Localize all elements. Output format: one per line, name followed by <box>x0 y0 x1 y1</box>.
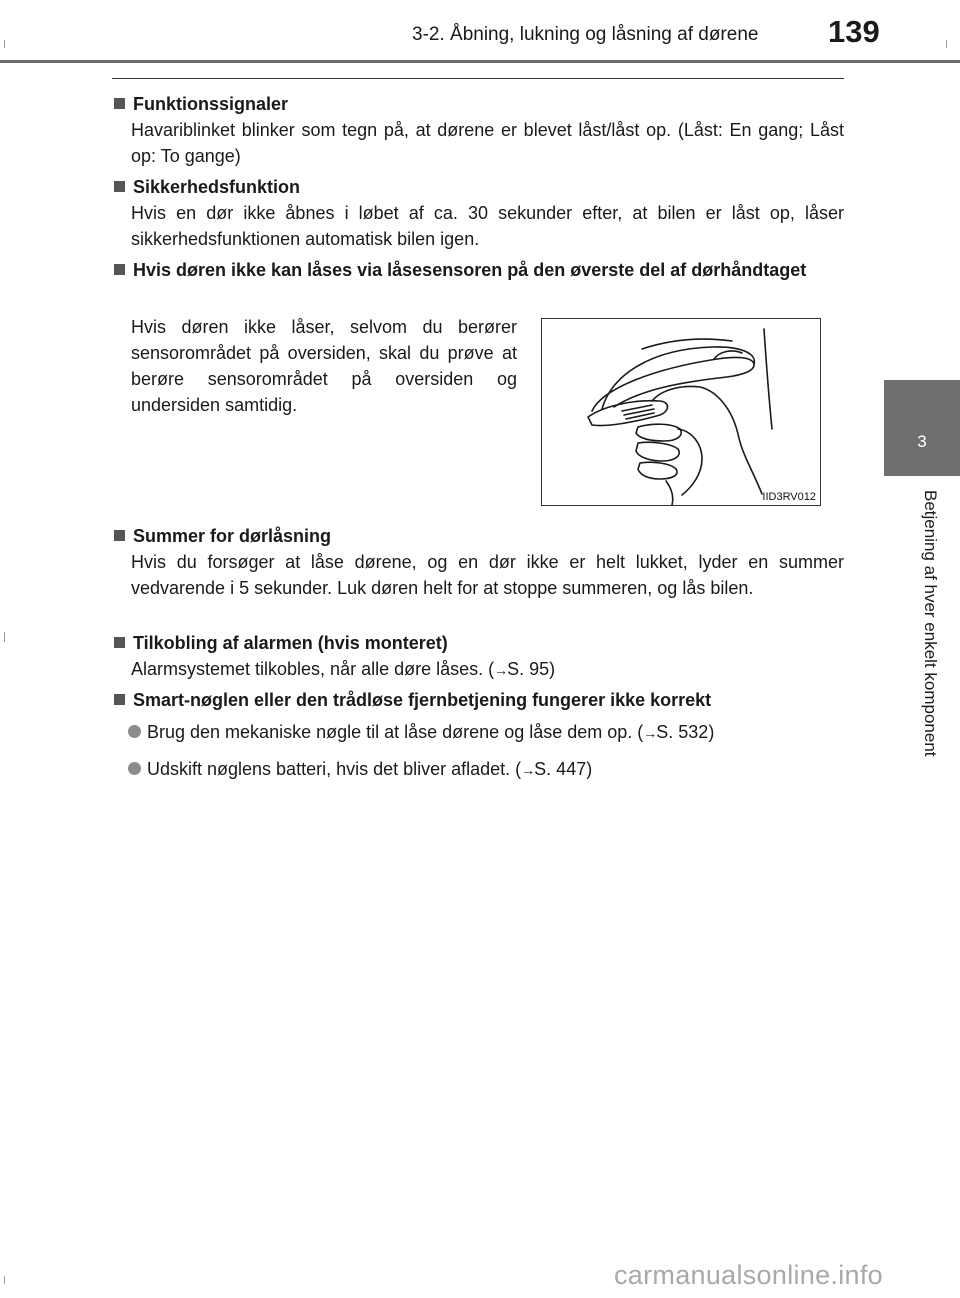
section-body: Havariblinket blinker som tegn på, at dørene er blevet låst/låst op. (Låst: En gang; Låst op: To gange) <box>131 120 844 166</box>
section-heading <box>112 523 844 549</box>
crop-mark <box>4 632 5 642</box>
body-text: ) <box>708 722 715 742</box>
content-top-rule <box>112 78 844 79</box>
section-sikkerhedsfunktion <box>112 174 844 252</box>
body-text: ) <box>586 759 593 779</box>
crop-mark <box>4 1276 5 1284</box>
arrow-icon: → <box>643 725 657 741</box>
heading-text: Hvis døren ikke kan låses via låsesensoren på den øverste del af dørhåndtaget <box>133 260 807 280</box>
list-item-text <box>147 756 592 783</box>
crop-mark <box>4 40 5 48</box>
chapter-title: Betjening af hver enkelt komponent <box>921 490 940 757</box>
heading-text: Funktionssignaler <box>133 94 289 114</box>
door-handle-figure <box>541 318 821 506</box>
square-bullet-icon <box>114 181 125 192</box>
crop-mark <box>946 40 947 48</box>
body-text: Udskift nøglens batteri, hvis det bliver afladet. ( <box>147 759 522 779</box>
page-reference[interactable]: S. 532 <box>656 722 709 742</box>
section-heading <box>112 174 844 200</box>
section-funktionssignaler <box>112 91 844 169</box>
body-text: ) <box>549 659 556 679</box>
section-heading <box>112 687 844 713</box>
section-body <box>131 656 844 683</box>
section-smart-key <box>112 687 844 783</box>
square-bullet-icon <box>114 98 125 109</box>
square-bullet-icon <box>114 530 125 541</box>
section-laasesensor <box>112 257 844 283</box>
heading-text: Smart-nøglen eller den trådløse fjernbetjening fungerer ikke korrekt <box>133 690 712 710</box>
list-item <box>128 756 844 783</box>
section-summer <box>112 523 844 601</box>
body-text: Brug den mekaniske nøgle til at låse dørene og låse dem op. ( <box>147 722 644 742</box>
arrow-icon: → <box>494 662 508 678</box>
section-alarm <box>112 630 844 683</box>
header-divider <box>0 60 960 63</box>
hand-on-door-handle-icon <box>542 319 820 505</box>
heading-text: Tilkobling af alarmen (hvis monteret) <box>133 633 448 653</box>
square-bullet-icon <box>114 694 125 705</box>
section-body: Hvis du forsøger at låse dørene, og en dør ikke er helt lukket, lyder en summer vedvarende i 5 sekunder. Luk døren helt for at stoppe summeren, og lås bilen. <box>131 552 844 598</box>
heading-text: Summer for dørlåsning <box>133 526 332 546</box>
section-heading <box>112 630 844 656</box>
round-bullet-icon <box>128 725 141 738</box>
chapter-tab <box>884 380 960 476</box>
page-number: 139 <box>828 14 880 49</box>
section-body: Hvis døren ikke låser, selvom du berører sensorområdet på oversiden, skal du prøve at berøre sensorområdet på oversiden og undersiden samtidig. <box>131 317 517 415</box>
watermark: carmanualsonline.info <box>614 1260 883 1290</box>
section-body: Hvis en dør ikke åbnes i løbet af ca. 30 sekunder efter, at bilen er låst op, låser sikkerhedsfunktionen automatisk bilen igen. <box>131 203 844 249</box>
list-item-text <box>147 719 714 746</box>
square-bullet-icon <box>114 637 125 648</box>
page-header <box>0 0 960 62</box>
list-item <box>128 719 844 746</box>
body-text: Alarmsystemet tilkobles, når alle døre låses. ( <box>131 659 495 679</box>
chapter-number: 3 <box>917 432 927 451</box>
round-bullet-icon <box>128 762 141 775</box>
page-reference[interactable]: S. 447 <box>534 759 587 779</box>
section-heading <box>112 257 844 283</box>
square-bullet-icon <box>114 264 125 275</box>
section-title: 3-2. Åbning, lukning og låsning af dørene <box>412 24 759 45</box>
figure-code: IID3RV012 <box>762 491 816 503</box>
heading-text: Sikkerhedsfunktion <box>133 177 301 197</box>
page-reference[interactable]: S. 95 <box>507 659 550 679</box>
section-heading <box>112 91 844 117</box>
arrow-icon: → <box>521 762 535 778</box>
